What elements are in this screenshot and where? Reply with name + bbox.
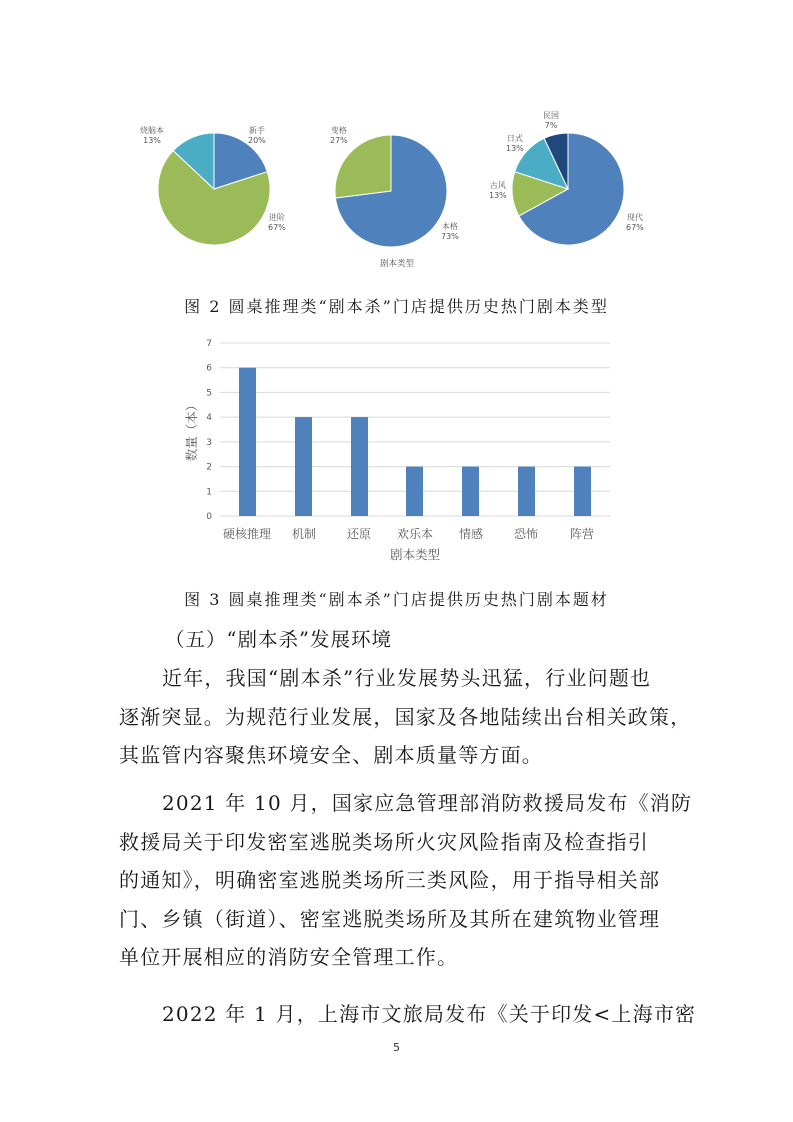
svg-text:阵营: 阵营 bbox=[569, 527, 595, 541]
pie-chart-script-type bbox=[330, 130, 454, 254]
bar-emotion bbox=[462, 467, 479, 516]
svg-text:3: 3 bbox=[206, 437, 212, 448]
page-number: 5 bbox=[393, 1041, 400, 1054]
paragraph-line: 救援局关于印发密室逃脱类场所火灾风险指南及检查指引 bbox=[119, 829, 649, 854]
svg-text:机制: 机制 bbox=[291, 527, 317, 541]
y-axis-ticks bbox=[206, 339, 212, 522]
figure-2-caption: 图 2 圆桌推理类“剧本杀”门店提供历史热门剧本类型 bbox=[184, 297, 609, 316]
section-heading: （五）“剧本杀”发展环境 bbox=[165, 628, 392, 651]
pie-label-ancient: 古风 13% bbox=[489, 181, 507, 200]
svg-text:6: 6 bbox=[206, 363, 212, 374]
bar-faction bbox=[574, 467, 591, 516]
paragraph-line: 2021 年 10 月，国家应急管理部消防救援局发布《消防 bbox=[162, 791, 693, 815]
paragraph-line: 单位开展相应的消防安全管理工作。 bbox=[119, 945, 459, 969]
y-axis-title: 数量（本） bbox=[184, 398, 199, 462]
paragraph-line: 2022 年 1 月，上海市文旅局发布《关于印发<上海市密 bbox=[162, 1002, 697, 1026]
bar-chart-themes bbox=[180, 330, 630, 570]
svg-text:0: 0 bbox=[206, 512, 212, 522]
bar-mechanism bbox=[295, 417, 312, 516]
svg-text:7: 7 bbox=[206, 339, 212, 349]
bar-restore bbox=[351, 417, 368, 516]
pie-label-beginner: 新手 20% bbox=[248, 126, 266, 145]
paragraph-line: 门、乡镇（街道）、密室逃脱类场所及其所在建筑物业管理 bbox=[119, 906, 661, 931]
paragraph-3 bbox=[119, 995, 697, 1034]
paragraph-line: 其监管内容聚焦环境安全、剧本质量等方面。 bbox=[119, 743, 543, 767]
bar-fun bbox=[406, 467, 423, 516]
pie-label-honkaku: 本格 73% bbox=[441, 222, 459, 241]
paragraph-line: 近年，我国“剧本杀”行业发展势头迅猛，行业问题也 bbox=[162, 666, 652, 690]
svg-text:4: 4 bbox=[206, 413, 212, 424]
svg-text:还原: 还原 bbox=[346, 527, 372, 541]
pie-label-henkaku: 变格 27% bbox=[330, 126, 348, 145]
svg-text:硬核推理: 硬核推理 bbox=[222, 527, 272, 541]
paragraph-line: 的通知》，明确密室逃脱类场所三类风险，用于指导相关部 bbox=[119, 868, 661, 892]
pie-label-brainburner: 烧脑本 13% bbox=[140, 126, 164, 145]
paragraph-line: 逐渐突显。为规范行业发展，国家及各地陆续出台相关政策， bbox=[119, 704, 692, 729]
svg-text:1: 1 bbox=[206, 487, 212, 498]
pie-title-script-type: 剧本类型 bbox=[380, 259, 415, 269]
bar-horror bbox=[518, 467, 535, 516]
x-axis-labels bbox=[223, 526, 594, 541]
paragraph-1 bbox=[119, 659, 692, 775]
pie-chart-theme bbox=[508, 128, 632, 252]
pie-label-advanced: 进阶 67% bbox=[268, 213, 286, 232]
svg-text:欢乐本: 欢乐本 bbox=[396, 527, 434, 541]
pie-label-modern: 现代 67% bbox=[626, 213, 644, 232]
svg-text:恐怖: 恐怖 bbox=[513, 527, 539, 541]
pie-label-japanese: 日式 13% bbox=[506, 134, 524, 153]
svg-text:情感: 情感 bbox=[458, 527, 484, 541]
svg-text:5: 5 bbox=[206, 388, 212, 399]
x-axis-title: 剧本类型 bbox=[389, 547, 441, 562]
pie-label-republic: 民国 7% bbox=[543, 111, 559, 130]
figure-3-caption: 图 3 圆桌推理类“剧本杀”门店提供历史热门剧本题材 bbox=[184, 590, 609, 609]
bar-hardcore bbox=[239, 368, 256, 516]
paragraph-2 bbox=[119, 784, 693, 977]
svg-text:2: 2 bbox=[206, 462, 212, 473]
